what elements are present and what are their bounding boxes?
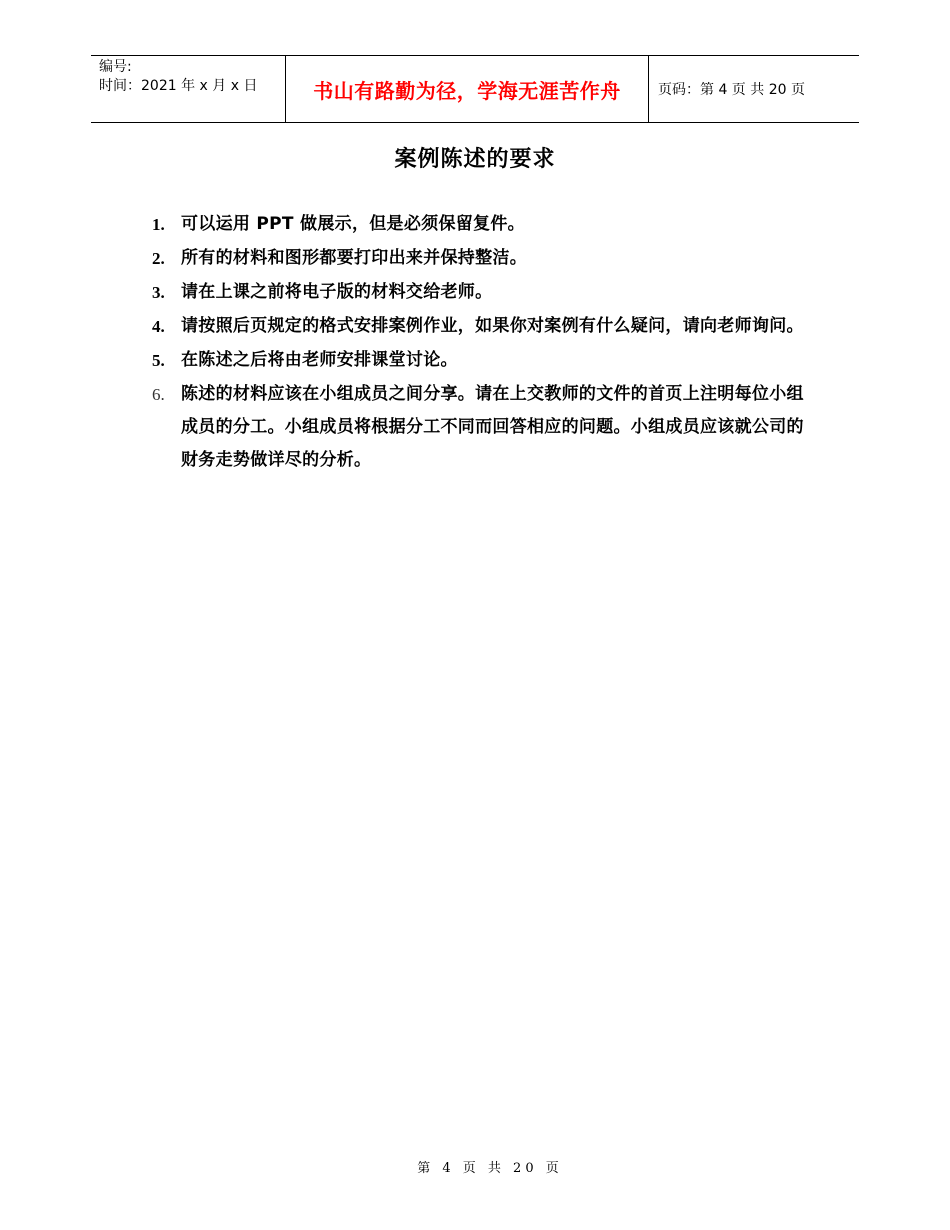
list-item — [152, 276, 812, 309]
list-item — [152, 242, 812, 275]
code-label: 编号: — [99, 59, 132, 75]
list-item — [152, 208, 812, 241]
list-item-text: 可以运用 PPT 做展示，但是必须保留复件。 — [181, 214, 525, 234]
list-item — [152, 344, 812, 377]
page-footer: 第 4 页 共 20 页 — [417, 1161, 563, 1176]
list-item — [152, 378, 812, 477]
list-item-text: 在陈述之后将由老师安排课堂讨论。 — [181, 350, 458, 370]
list-item-number: 6. — [152, 385, 165, 404]
list-item-number: 2. — [152, 249, 165, 268]
list-item-text: 陈述的材料应该在小组成员之间分享。请在上交教师的文件的首页上注明每位小组成员的分工。小组成员将根据分工不同而回答相应的问题。小组成员应该就公司的财务走势做详尽的分析。 — [181, 384, 804, 470]
header-motto-cell — [286, 56, 649, 122]
list-item-text: 请在上课之前将电子版的材料交给老师。 — [181, 282, 493, 302]
list-item-text: 请按照后页规定的格式安排案例作业，如果你对案例有什么疑问，请向老师询问。 — [181, 316, 804, 336]
header-meta — [91, 56, 286, 122]
page-title: 案例陈述的要求 — [394, 147, 556, 172]
page-header — [91, 55, 859, 123]
list-item-number: 1. — [152, 215, 165, 234]
header-motto: 书山有路勤为径，学海无涯苦作舟 — [313, 78, 621, 103]
list-item-number: 4. — [152, 317, 165, 336]
header-page-info: 页码：第 4 页 共 20 页 — [658, 82, 805, 98]
time-label: 时间：2021 年 x 月 x 日 — [99, 78, 258, 94]
header-page-info-cell — [649, 56, 859, 122]
list-item-text: 所有的材料和图形都要打印出来并保持整洁。 — [181, 248, 527, 268]
list-item-number: 5. — [152, 351, 165, 370]
list-item — [152, 310, 812, 343]
list-item-number: 3. — [152, 283, 165, 302]
requirements-list — [152, 208, 812, 478]
